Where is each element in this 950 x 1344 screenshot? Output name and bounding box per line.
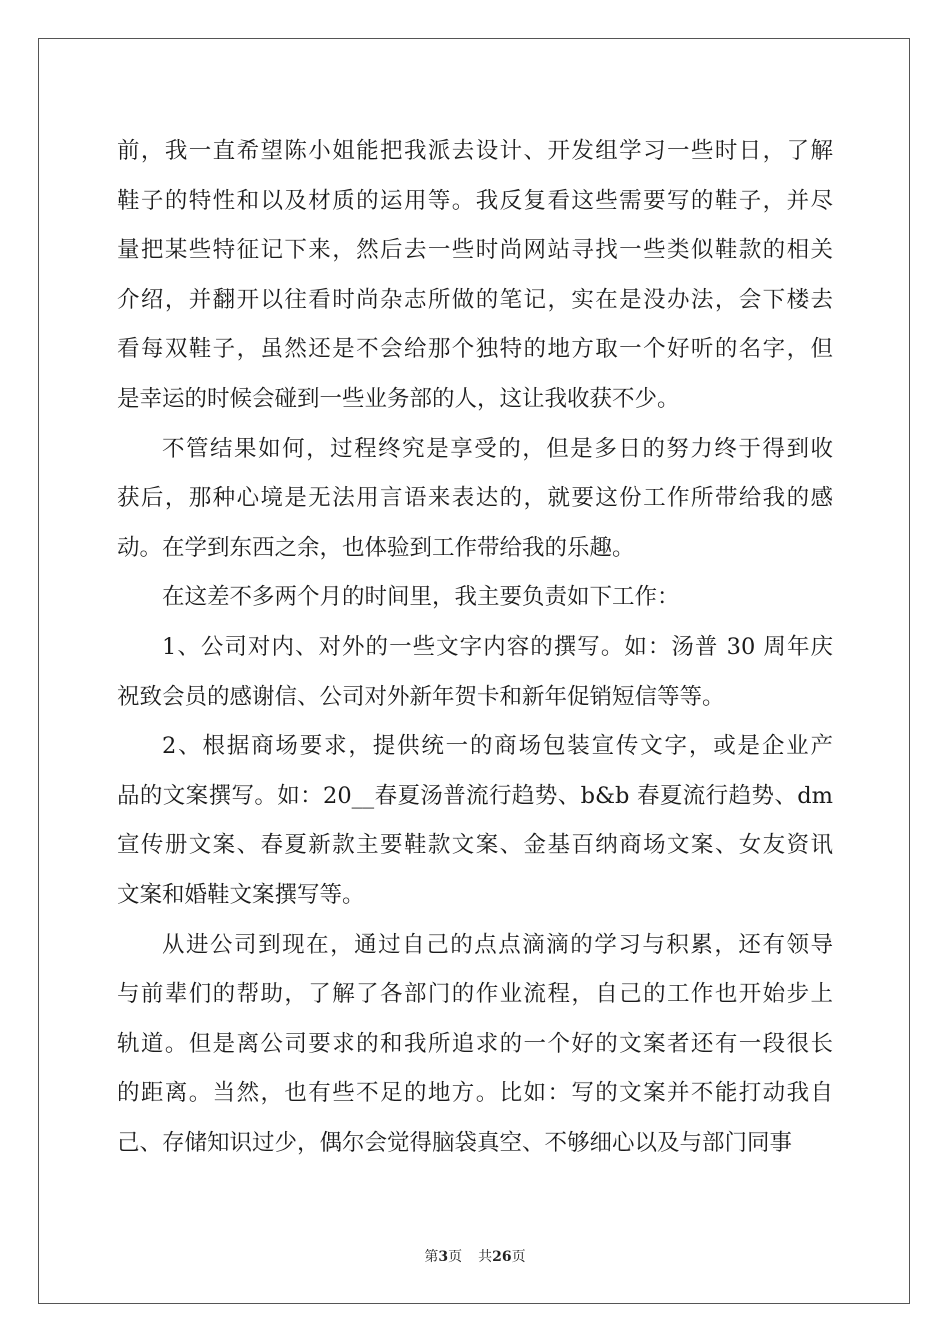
page-prefix: 第 [424,1249,439,1265]
paragraph-line: 己、存储知识过少，偶尔会觉得脑袋真空、不够细心以及与部门同事 [117,1129,793,1156]
paragraph-line: 祝致会员的感谢信、公司对外新年贺卡和新年促销短信等等。 [117,683,725,710]
paragraph-line: 动。在学到东西之余，也体验到工作带给我的乐趣。 [117,534,635,561]
paragraph-line: 文案和婚鞋文案撰写等。 [117,881,365,908]
paragraph-line: 在这差不多两个月的时间里，我主要负责如下工作： [162,584,680,611]
paragraph-line: 品的文案撰写。如：20__春夏汤普流行趋势、b&b 春夏流行趋势、dm [117,782,833,809]
paragraph-line: 获后，那种心境是无法用言语来表达的，就要这份工作所带给我的感 [117,485,833,512]
total-pages: 26 [492,1249,512,1265]
paragraph-line: 的距离。当然，也有些不足的地方。比如：写的文案并不能打动我自 [117,1080,833,1107]
paragraph-line: 鞋子的特性和以及材质的运用等。我反复看这些需要写的鞋子，并尽 [117,187,833,214]
paragraph-line: 2、根据商场要求，提供统一的商场包装宣传文字，或是企业产 [162,733,833,760]
paragraph-line: 不管结果如何，过程终究是享受的，但是多日的努力终于得到收 [162,435,833,462]
paragraph-line: 看每双鞋子，虽然还是不会给那个独特的地方取一个好听的名字，但 [117,336,833,363]
total-suffix: 页 [511,1249,526,1265]
paragraph-line: 与前辈们的帮助，了解了各部门的作业流程，自己的工作也开始步上 [117,981,833,1008]
total-prefix: 共 [478,1249,493,1265]
paragraph-line: 介绍，并翻开以往看时尚杂志所做的笔记，实在是没办法，会下楼去 [117,286,833,313]
paragraph-line: 轨道。但是离公司要求的和我所追求的一个好的文案者还有一段很长 [117,1030,833,1057]
page-suffix: 页 [448,1249,463,1265]
document-body [117,127,833,1168]
paragraph-line: 是幸运的时候会碰到一些业务部的人，这让我收获不少。 [117,385,680,412]
paragraph-line: 量把某些特征记下来，然后去一些时尚网站寻找一些类似鞋款的相关 [117,237,833,264]
paragraph-line: 前，我一直希望陈小姐能把我派去设计、开发组学习一些时日，了解 [117,138,833,164]
paragraph-line: 宣传册文案、春夏新款主要鞋款文案、金基百纳商场文案、女友资讯 [117,832,833,859]
page-footer [0,1246,950,1266]
page-number: 3 [438,1249,449,1265]
paragraph-line: 从进公司到现在，通过自己的点点滴滴的学习与积累，还有领导 [162,931,833,958]
paragraph-line: 1、公司对内、对外的一些文字内容的撰写。如：汤普 30 周年庆 [162,633,833,660]
